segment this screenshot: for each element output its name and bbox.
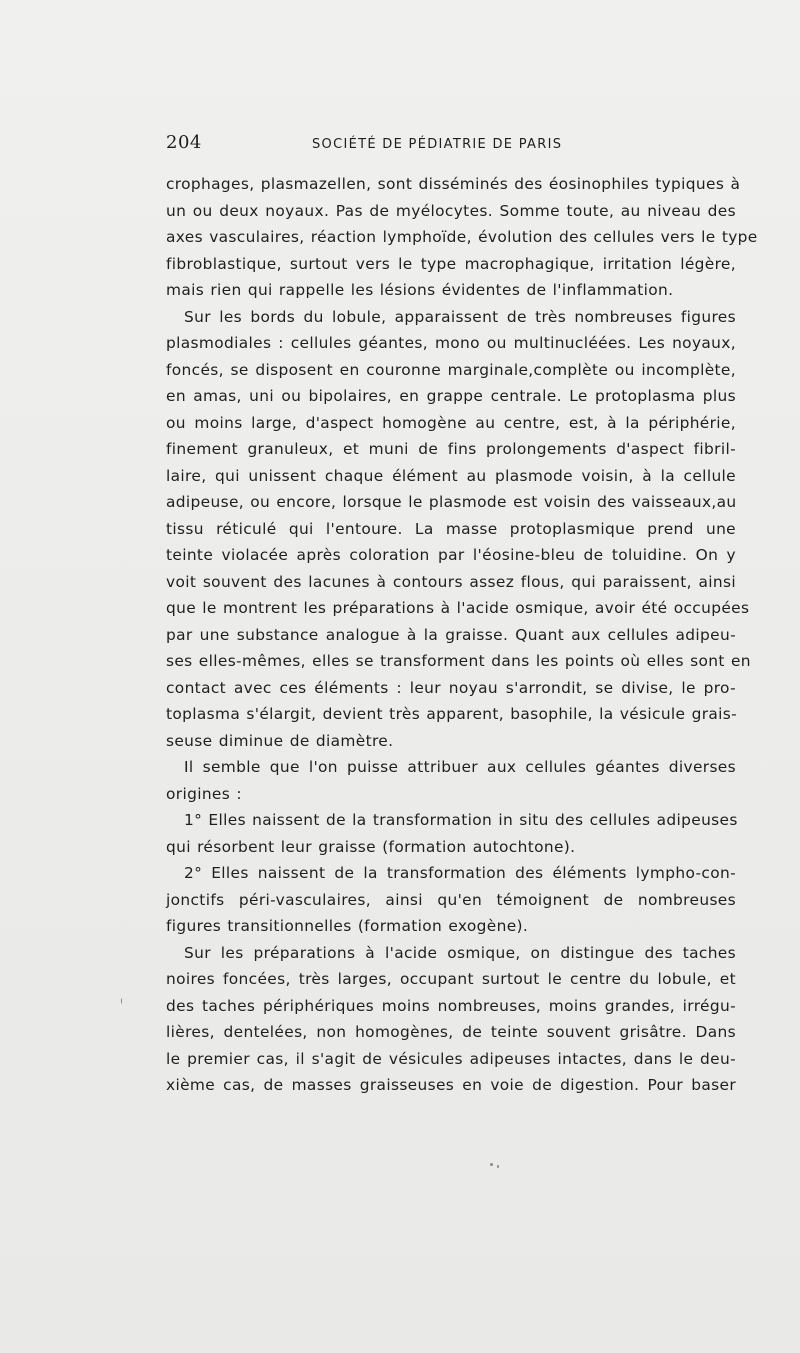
text-line: le premier cas, il s'agit de vésicules adipeuses intactes, dans le deu-	[166, 1049, 736, 1068]
text-line: teinte violacée après coloration par l'éosine-bleu de toluidine. On y	[166, 546, 736, 564]
text-line: par une substance analogue à la graisse. Quant aux cellules adipeu-	[166, 625, 736, 644]
text-line: seuse diminue de diamètre.	[166, 731, 394, 750]
text-line: tissu réticulé qui l'entoure. La masse protoplasmique prend une	[166, 519, 736, 538]
running-head: SOCIÉTÉ DE PÉDIATRIE DE PARIS	[312, 137, 563, 152]
scan-speck	[490, 1163, 493, 1166]
text-line: toplasma s'élargit, devient très apparent, basophile, la vésicule grais-	[166, 705, 738, 723]
text-line: plasmodiales : cellules géantes, mono ou multinucléées. Les noyaux,	[166, 334, 736, 352]
text-line: axes vasculaires, réaction lymphoïde, évolution des cellules vers le type	[166, 228, 758, 246]
text-line: finement granuleux, et muni de fins prolongements d'aspect fibril-	[166, 440, 736, 458]
scan-speck	[121, 998, 122, 1004]
text-line: origines :	[166, 784, 242, 803]
text-line: laire, qui unissent chaque élément au plasmode voisin, à la cellule	[166, 466, 736, 485]
text-line: mais rien qui rappelle les lésions évidentes de l'inflammation.	[166, 281, 674, 299]
text-line: fibroblastique, surtout vers le type macrophagique, irritation légère,	[166, 254, 736, 273]
page-header	[166, 132, 736, 162]
text-line: xième cas, de masses graisseuses en voie de digestion. Pour baser	[166, 1076, 736, 1094]
text-line: foncés, se disposent en couronne marginale,complète ou incomplète,	[166, 360, 736, 379]
text-line: adipeuse, ou encore, lorsque le plasmode est voisin des vaisseaux,au	[166, 493, 737, 511]
text-line: des taches périphériques moins nombreuses, moins grandes, irrégu-	[166, 996, 736, 1015]
text-line: Il semble que l'on puisse attribuer aux cellules géantes diverses	[184, 758, 736, 776]
text-line: 2° Elles naissent de la transformation des éléments lympho-con-	[184, 864, 736, 882]
text-line: lières, dentelées, non homogènes, de teinte souvent grisâtre. Dans	[166, 1023, 736, 1041]
scan-speck	[497, 1165, 499, 1168]
text-line: un ou deux noyaux. Pas de myélocytes. Somme toute, au niveau des	[166, 201, 736, 220]
text-line: 1° Elles naissent de la transformation in situ des cellules adipeuses	[184, 811, 738, 829]
text-line: qui résorbent leur graisse (formation autochtone).	[166, 837, 576, 856]
text-line: ou moins large, d'aspect homogène au centre, est, à la périphérie,	[166, 413, 736, 432]
text-line: ses elles-mêmes, elles se transforment dans les points où elles sont en	[166, 652, 751, 670]
page-number: 204	[166, 132, 202, 153]
text-line: jonctifs péri-vasculaires, ainsi qu'en témoignent de nombreuses	[166, 890, 736, 909]
body-text	[166, 171, 758, 1099]
text-line: figures transitionnelles (formation exogène).	[166, 917, 529, 935]
text-line: Sur les bords du lobule, apparaissent de très nombreuses figures	[184, 307, 736, 326]
text-line: en amas, uni ou bipolaires, en grappe centrale. Le protoplasma plus	[166, 387, 736, 405]
text-line: que le montrent les préparations à l'acide osmique, avoir été occupées	[166, 599, 750, 617]
text-line: crophages, plasmazellen, sont disséminés des éosinophiles typiques à	[166, 175, 741, 193]
text-line: voit souvent des lacunes à contours assez flous, qui paraissent, ainsi	[166, 572, 736, 591]
text-line: Sur les préparations à l'acide osmique, on distingue des taches	[184, 943, 736, 962]
text-line: noires foncées, très larges, occupant surtout le centre du lobule, et	[166, 970, 736, 988]
text-line: contact avec ces éléments : leur noyau s'arrondit, se divise, le pro-	[166, 678, 736, 697]
